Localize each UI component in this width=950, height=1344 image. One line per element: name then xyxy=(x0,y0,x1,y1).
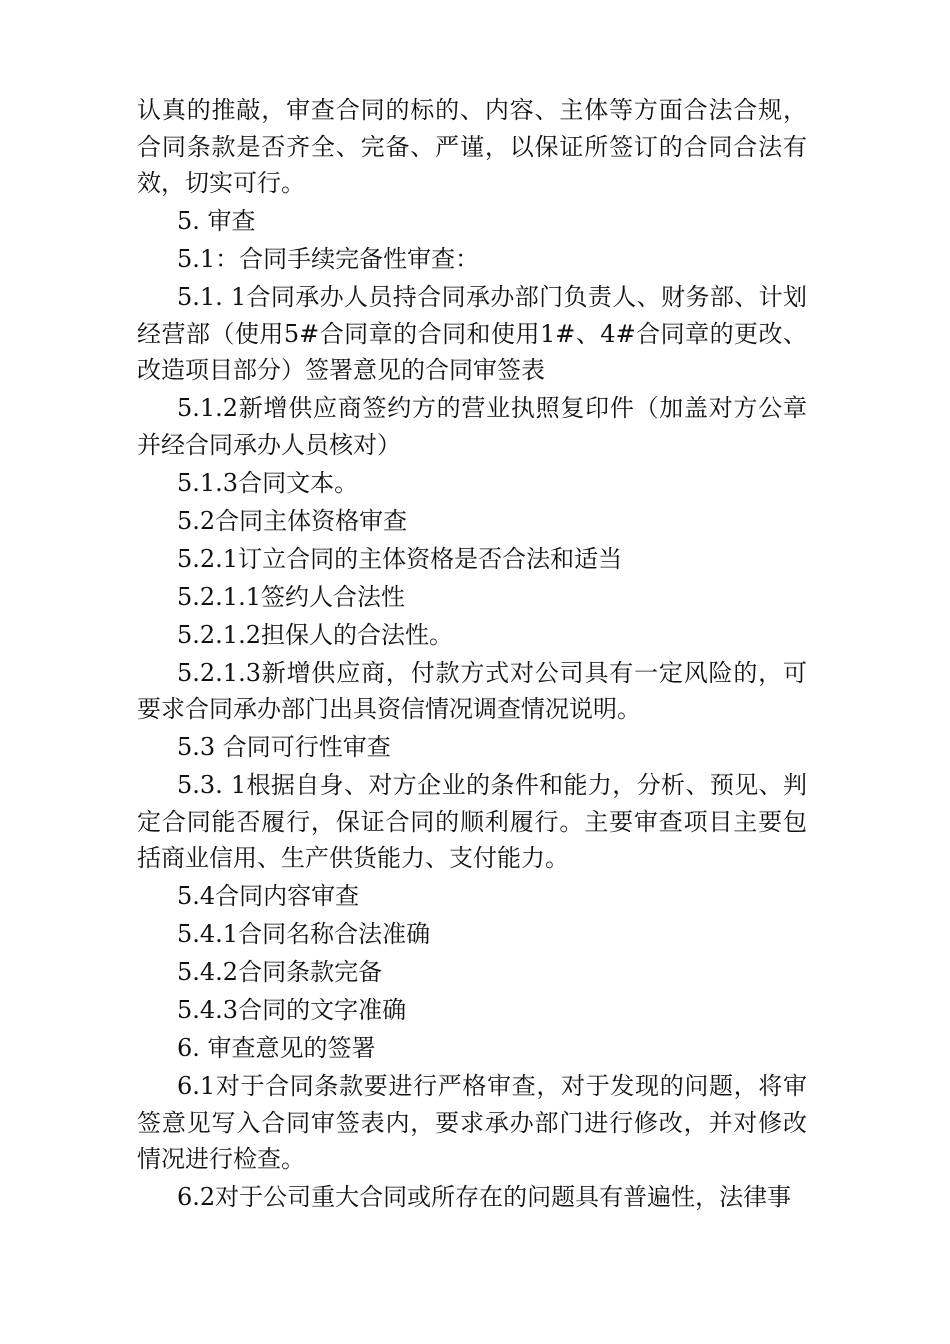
paragraph-11: 5.3 合同可行性审查 xyxy=(177,733,391,761)
document-body xyxy=(137,92,807,1217)
paragraph-8: 5.2.1.1签约人合法性 xyxy=(177,582,405,611)
paragraph-13: 5.4合同内容审查 xyxy=(177,882,360,910)
paragraph-2: 5.1：合同手续完备性审查： xyxy=(177,245,480,273)
paragraph-18: 6.1对于合同条款要进行严格审查，对于发现的问题，将审签意见写入合同审签表内，要求承办部门进行修改，并对修改情况进行检查。 xyxy=(137,1072,807,1173)
paragraph-0: 认真的推敲，审查合同的标的、内容、主体等方面合法合规，合同条款是否齐全、完备、严谨，以保证所签订的合同合法有效，切实可行。 xyxy=(137,96,807,197)
paragraph-5: 5.1.3合同文本。 xyxy=(177,468,359,497)
paragraph-15: 5.4.2合同条款完备 xyxy=(177,958,383,986)
paragraph-10: 5.2.1.3新增供应商，付款方式对公司具有一定风险的，可要求合同承办部门出具资信情况调查情况说明。 xyxy=(137,658,807,723)
paragraph-3: 5.1. 1合同承办人员持合同承办部门负责人、财务部、计划经营部（使用5#合同章的合同和使用1#、4#合同章的更改、改造项目部分）签署意见的合同审签表 xyxy=(137,283,807,384)
paragraph-4: 5.1.2新增供应商签约方的营业执照复印件（加盖对方公章并经合同承办人员核对） xyxy=(137,394,807,459)
paragraph-14: 5.4.1合同名称合法准确 xyxy=(177,920,431,948)
paragraph-16: 5.4.3合同的文字准确 xyxy=(177,996,407,1024)
paragraph-7: 5.2.1订立合同的主体资格是否合法和适当 xyxy=(177,544,623,573)
paragraph-17: 6. 审查意见的签署 xyxy=(177,1034,376,1062)
paragraph-9: 5.2.1.2担保人的合法性。 xyxy=(177,620,453,649)
paragraph-19: 6.2对于公司重大合同或所存在的问题具有普遍性，法律事 xyxy=(177,1183,792,1211)
paragraph-1: 5. 审查 xyxy=(177,207,256,235)
paragraph-6: 5.2合同主体资格审查 xyxy=(177,506,408,535)
paragraph-12: 5.3. 1根据自身、对方企业的条件和能力，分析、预见、判定合同能否履行，保证合同的顺利履行。主要审查项目主要包括商业信用、生产供货能力、支付能力。 xyxy=(137,771,807,872)
